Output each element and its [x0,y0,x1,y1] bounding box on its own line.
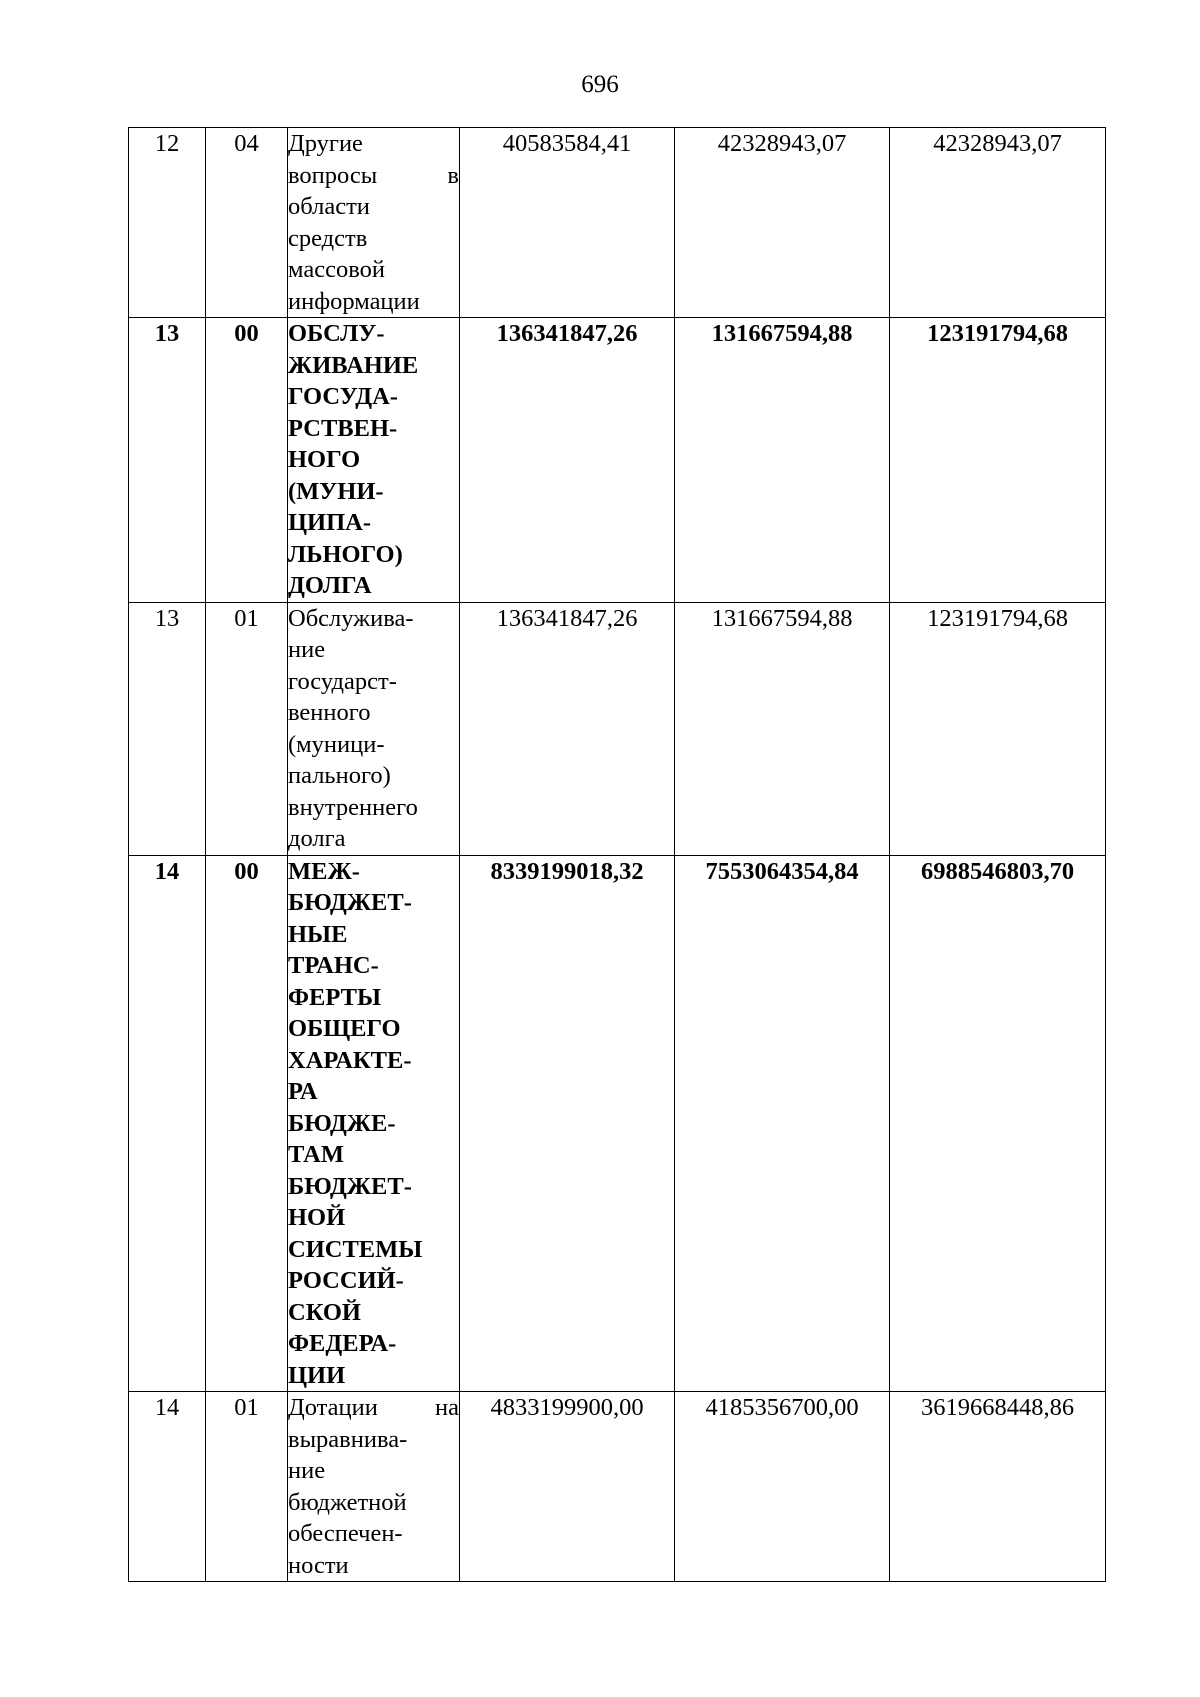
name-line: РОССИЙ- [288,1267,404,1294]
cell-sum-1: 4833199900,00 [460,1392,675,1582]
name-line: НОЙ [288,1204,346,1231]
cell-podrazdel: 00 [206,855,288,1392]
page-number: 696 [581,71,619,98]
name-line: выравнива- [288,1425,408,1453]
name-line: ЦИПА- [288,509,372,536]
cell-name [288,1392,460,1582]
name-line: ФЕДЕРА- [288,1330,397,1357]
name-line: ФЕРТЫ [288,983,382,1011]
cell-sum-1: 136341847,26 [460,602,675,855]
cell-name [288,128,460,318]
name-line: ОБЩЕГО [288,1015,401,1042]
cell-name [288,602,460,855]
name-line: (муници- [288,730,385,758]
name-line: внутреннего [288,793,418,821]
cell-sum-3: 123191794,68 [890,318,1106,603]
cell-podrazdel: 00 [206,318,288,603]
cell-sum-3: 123191794,68 [890,602,1106,855]
name-line: долга [288,825,346,852]
name-line: НОГО [288,446,361,473]
cell-sum-3: 6988546803,70 [890,855,1106,1392]
cell-sum-3: 42328943,07 [890,128,1106,318]
name-line: Обслужива- [288,604,414,632]
budget-table [128,127,1106,1582]
cell-name [288,318,460,603]
name-line: ТРАНС- [288,952,379,979]
name-line: венного [288,699,371,726]
cell-sum-2: 131667594,88 [675,318,890,603]
name-line: ние [288,1457,326,1484]
cell-sum-2: 42328943,07 [675,128,890,318]
name-line: ДОЛГА [288,572,372,599]
cell-razdel: 13 [129,602,206,855]
name-line: ние [288,636,326,663]
table-row [129,128,1106,318]
name-line: (МУНИ- [288,477,384,505]
table-row [129,602,1106,855]
cell-razdel: 12 [129,128,206,318]
name-line: Другие [288,130,363,157]
cell-razdel: 14 [129,855,206,1392]
name-line: информации [288,287,420,315]
cell-podrazdel: 04 [206,128,288,318]
name-line: ОБСЛУ- [288,320,385,347]
cell-razdel: 13 [129,318,206,603]
name-line: ЖИВАНИЕ [288,351,419,379]
name-line: БЮДЖЕТ- [288,889,412,916]
name-line: ЛЬНОГО) [288,540,403,568]
name-line: Дотации на [288,1394,459,1421]
table-row [129,1392,1106,1582]
cell-name [288,855,460,1392]
cell-sum-1: 40583584,41 [460,128,675,318]
cell-podrazdel: 01 [206,1392,288,1582]
cell-sum-2: 7553064354,84 [675,855,890,1392]
name-line: ЦИИ [288,1361,346,1389]
name-line: обеспечен- [288,1520,403,1547]
name-line: вопросы в [288,161,459,189]
name-line: средств [288,224,368,252]
name-line: МЕЖ- [288,857,360,885]
table-row [129,855,1106,1392]
name-line: РА [288,1078,318,1105]
name-line: государст- [288,667,397,695]
name-line: ТАМ [288,1141,344,1168]
table-row [129,318,1106,603]
cell-podrazdel: 01 [206,602,288,855]
name-line: РСТВЕН- [288,414,398,442]
name-line: пального) [288,762,391,789]
name-line: ГОСУДА- [288,383,398,410]
table-body [129,128,1106,1582]
cell-sum-1: 136341847,26 [460,318,675,603]
cell-sum-1: 8339199018,32 [460,855,675,1392]
name-line: ХАРАКТЕ- [288,1046,412,1074]
name-line: области [288,193,370,220]
name-line: бюджетной [288,1488,407,1516]
cell-razdel: 14 [129,1392,206,1582]
name-line: БЮДЖЕТ- [288,1172,412,1200]
name-line: СКОЙ [288,1298,361,1326]
cell-sum-2: 4185356700,00 [675,1392,890,1582]
cell-sum-2: 131667594,88 [675,602,890,855]
name-line: СИСТЕМЫ [288,1235,423,1263]
name-line: ности [288,1551,349,1579]
cell-sum-3: 3619668448,86 [890,1392,1106,1582]
name-line: массовой [288,256,385,283]
name-line: НЫЕ [288,920,348,948]
name-line: БЮДЖЕ- [288,1109,396,1137]
